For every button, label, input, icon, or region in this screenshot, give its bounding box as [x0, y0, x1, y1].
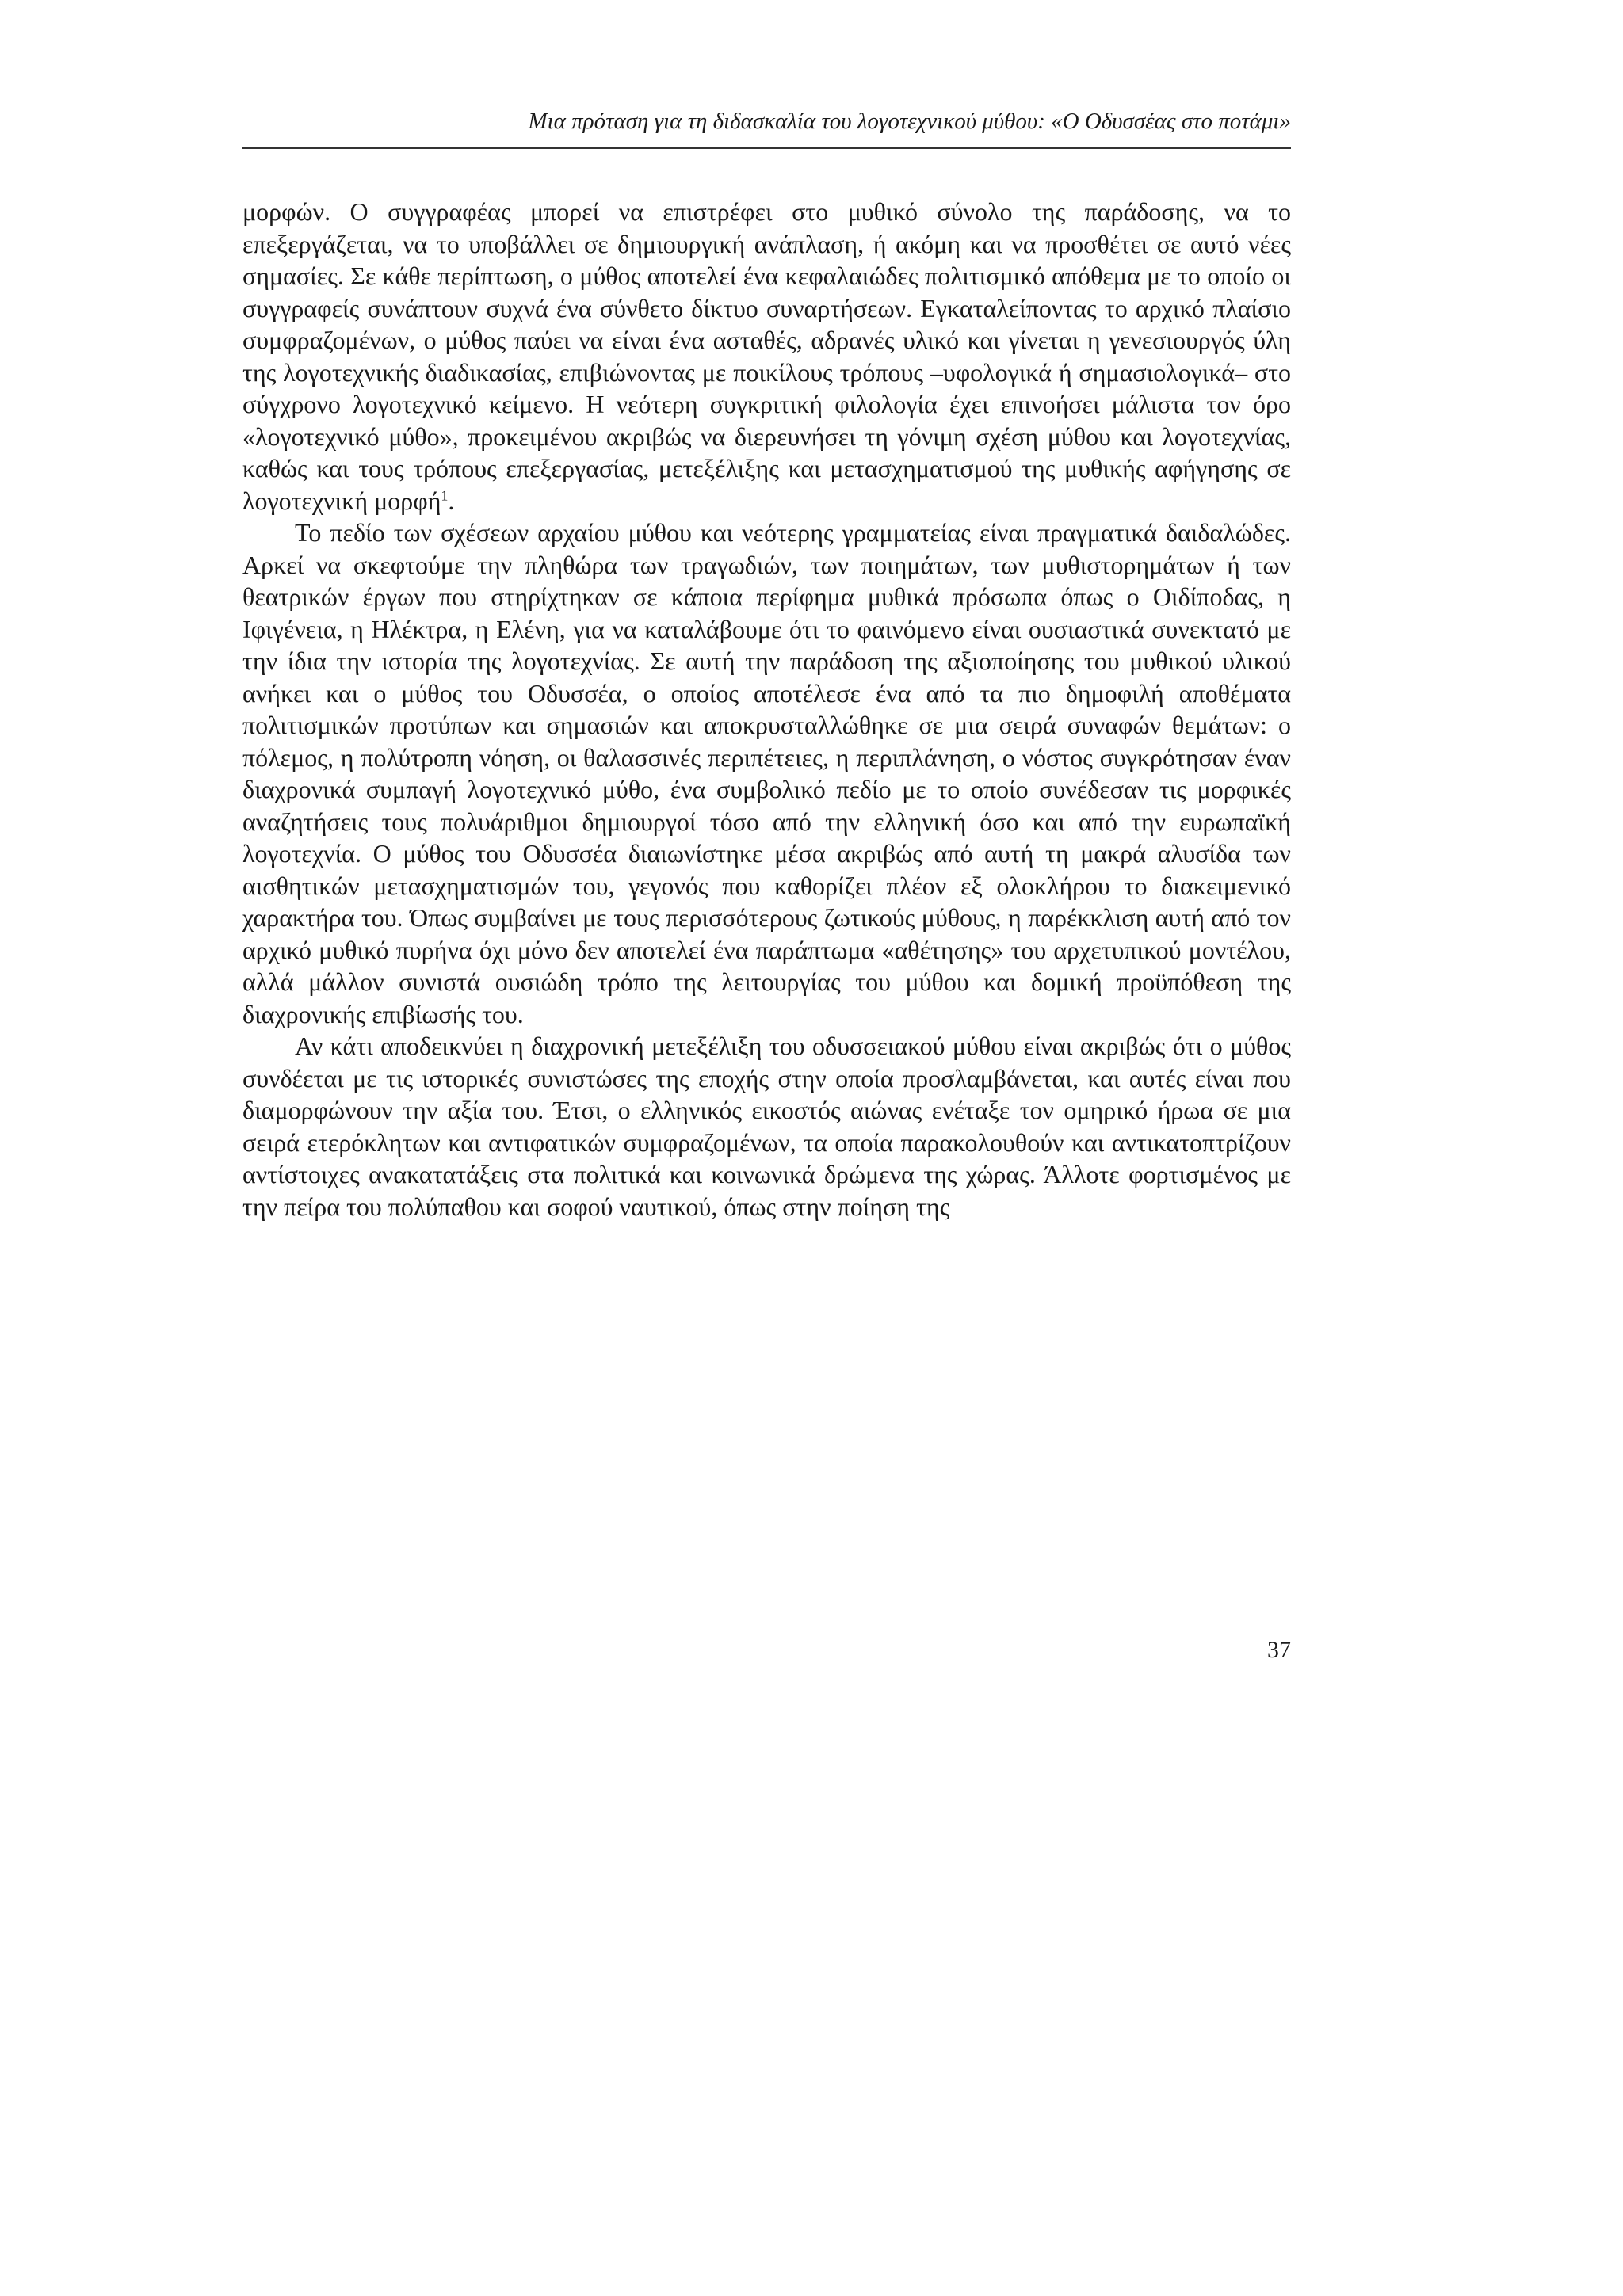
- paragraph-2: Το πεδίο των σχέσεων αρχαίου μύθου και νεότερης γραμματείας είναι πραγματικά δαιδαλώδες. Αρκεί να σκεφτούμε την πληθώρα των τραγωδιών, των ποιημάτων, των μυθιστορημάτων ή των θεατρικών έργων που στηρίχτηκαν σε κάποια περίφημα μυθικά πρόσωπα όπως ο Οιδίποδας, η Ιφιγένεια, η Ηλέκτρα, η Ελένη, για να καταλάβουμε ότι το φαινόμενο είναι ουσιαστικά συνεκτατό με την ίδια την ιστορία της λογοτεχνίας. Σε αυτή την παράδοση της αξιοποίησης του μυθικού υλικού ανήκει και ο μύθος του Οδυσσέα, ο οποίος αποτέλεσε ένα από τα πιο δημοφιλή αποθέματα πολιτισμικών προτύπων και σημασιών και αποκρυσταλλώθηκε σε μια σειρά συναφών θεμάτων: ο πόλεμος, η πολύτροπη νόηση, οι θαλασσινές περιπέτειες, η περιπλάνηση, ο νόστος συγκρότησαν έναν διαχρονικά συμπαγή λογοτεχνικό μύθο, ένα συμβολικό πεδίο με το οποίο συνέδεσαν τις μορφικές αναζητήσεις τους πολυάριθμοι δημιουργοί τόσο από την ελληνική όσο και από την ευρωπαϊκή λογοτεχνία. Ο μύθος του Οδυσσέα διαιωνίστηκε μέσα ακριβώς από αυτή τη μακρά αλυσίδα των αισθητικών μετασχηματισμών του, γεγονός που καθορίζει πλέον εξ ολοκλήρου το διακειμενικό χαρακτήρα του. Όπως συμβαίνει με τους περισσότερους ζωτικούς μύθους, η παρέκκλιση αυτή από τον αρχικό μυθικό πυρήνα όχι μόνο δεν αποτελεί ένα παράπτωμα «αθέτησης» του αρχετυπικού μοντέλου, αλλά μάλλον συνιστά ουσιώδη τρόπο της λειτουργίας του μύθου και δομική προϋπόθεση της διαχρονικής επιβίωσής του.: [242, 518, 1291, 1028]
- paragraph-3: Αν κάτι αποδεικνύει η διαχρονική μετεξέλιξη του οδυσσειακού μύθου είναι ακριβώς ότι ο μύθος συνδέεται με τις ιστορικές συνιστώσες της εποχής στην οποία προσλαμβάνεται, και αυτές είναι που διαμορφώνουν την αξία του. Έτσι, ο ελληνικός εικοστός αιώνας ενέταξε τον ομηρικό ήρωα σε μια σειρά ετερόκλητων και αντιφατικών συμφραζομένων, τα οποία παρακολουθούν και αντικατοπτρίζουν αντίστοιχες ανακατατάξεις στα πολιτικά και κοινωνικά δρώμενα της χώρας. Άλλοτε φορτισμένος με την πείρα του πολύπαθου και σοφού ναυτικού, όπως στην ποίηση της: [242, 1032, 1291, 1221]
- paragraph-1-end: .: [448, 486, 455, 515]
- page-number: 37: [1267, 1637, 1291, 1663]
- body-text: [242, 196, 1291, 1222]
- paragraph-1: [242, 196, 1291, 517]
- running-header: Μια πρόταση για τη διδασκαλία του λογοτεχνικού μύθου: «Ο Οδυσσέας στο ποτάμι»: [528, 109, 1291, 134]
- header-rule: [242, 147, 1291, 149]
- paragraph-1-text: μορφών. Ο συγγραφέας μπορεί να επιστρέφει στο μυθικό σύνολο της παράδοσης, να το επεξεργάζεται, να το υποβάλλει σε δημιουργική ανάπλαση, ή ακόμη και να προσθέτει σε αυτό νέες σημασίες. Σε κάθε περίπτωση, ο μύθος αποτελεί ένα κεφαλαιώδες πολιτισμικό απόθεμα με το οποίο οι συγγραφείς συνάπτουν συχνά ένα σύνθετο δίκτυο συναρτήσεων. Εγκαταλείποντας το αρχικό πλαίσιο συμφραζομένων, ο μύθος παύει να είναι ένα ασταθές, αδρανές υλικό και γίνεται η γενεσιουργός ύλη της λογοτεχνικής διαδικασίας, επιβιώνοντας με ποικίλους τρόπους –υφολογικά ή σημασιολογικά– στο σύγχρονο λογοτεχνικό κείμενο. Η νεότερη συγκριτική φιλολογία έχει επινοήσει μάλιστα τον όρο «λογοτεχνικό μύθο», προκειμένου ακριβώς να διερευνήσει τη γόνιμη σχέση μύθου και λογοτεχνίας, καθώς και τους τρόπους επεξεργασίας, μετεξέλιξης και μετασχηματισμού της μυθικής αφήγησης σε λογοτεχνική μορφή: [242, 197, 1291, 515]
- footnote-reference[interactable]: 1: [441, 486, 449, 503]
